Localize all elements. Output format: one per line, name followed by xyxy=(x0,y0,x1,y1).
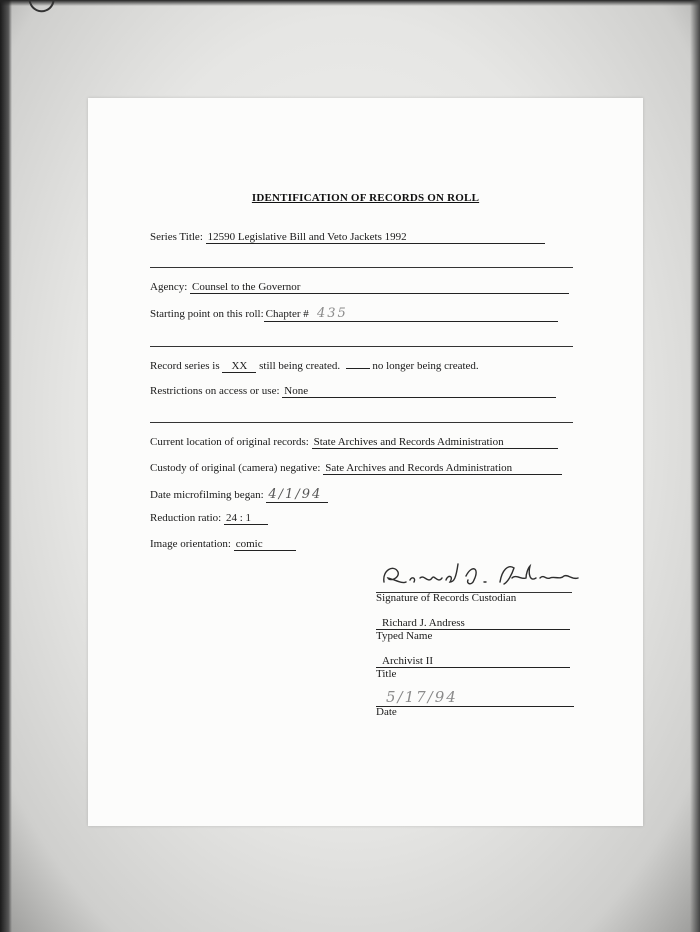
orientation-value: comic xyxy=(234,538,296,551)
typed-name-row xyxy=(376,617,570,630)
agency-row xyxy=(150,281,569,294)
form-title: IDENTIFICATION OF RECORDS ON ROLL xyxy=(251,192,480,204)
typed-name-label: Typed Name xyxy=(376,630,433,642)
custody-row xyxy=(150,462,562,475)
title-label: Title xyxy=(376,668,397,680)
signature-image xyxy=(376,560,591,594)
record-series-still: still being created. xyxy=(259,360,341,372)
title-row xyxy=(376,655,570,668)
record-series-blank xyxy=(346,368,370,369)
date-began-label: Date microfilming began: xyxy=(150,489,264,501)
series-title-row xyxy=(150,231,545,244)
record-series-mark: XX xyxy=(222,360,256,373)
film-edge-top xyxy=(0,0,700,6)
reduction-row xyxy=(150,512,268,525)
record-series-prefix: Record series is xyxy=(150,360,220,372)
series-title-value: 12590 Legislative Bill and Veto Jackets 1992 xyxy=(206,231,545,244)
location-label: Current location of original records: xyxy=(150,436,309,448)
location-value: State Archives and Records Administration xyxy=(312,436,558,449)
orientation-row xyxy=(150,538,296,551)
blank-line xyxy=(150,346,573,347)
agency-value: Counsel to the Governor xyxy=(190,281,569,294)
form-page xyxy=(88,98,643,826)
series-title-label: Series Title: xyxy=(150,231,203,243)
starting-point-row xyxy=(150,306,558,322)
signature-label: Signature of Records Custodian xyxy=(376,592,517,604)
record-series-row xyxy=(150,360,479,373)
title-value: Archivist II xyxy=(376,655,570,668)
date-value: 5/17/94 xyxy=(376,688,574,707)
custody-label: Custody of original (camera) negative: xyxy=(150,462,321,474)
starting-point-label: Starting point on this roll: xyxy=(150,308,264,320)
film-edge-right xyxy=(690,0,700,932)
date-began-row xyxy=(150,487,328,503)
blank-line xyxy=(150,422,573,423)
date-label: Date xyxy=(376,706,397,718)
restrictions-row xyxy=(150,385,556,398)
reduction-label: Reduction ratio: xyxy=(150,512,222,524)
typed-name-value: Richard J. Andress xyxy=(376,617,570,630)
record-series-no-longer: no longer being created. xyxy=(372,360,479,372)
date-began-value: 4/1/94 xyxy=(266,487,328,503)
orientation-label: Image orientation: xyxy=(150,538,231,550)
custody-value: Sate Archives and Records Administration xyxy=(323,462,562,475)
agency-label: Agency: xyxy=(150,281,188,293)
reduction-value: 24 : 1 xyxy=(224,512,268,525)
restrictions-value: None xyxy=(282,385,556,398)
blank-line xyxy=(150,267,573,268)
location-row xyxy=(150,436,558,449)
restrictions-label: Restrictions on access or use: xyxy=(150,385,280,397)
starting-point-handwritten: 435 xyxy=(317,306,348,321)
corner-mark xyxy=(28,0,59,16)
starting-point-value: Chapter # xyxy=(265,308,309,320)
date-row xyxy=(376,688,574,707)
film-edge-left xyxy=(0,0,12,932)
